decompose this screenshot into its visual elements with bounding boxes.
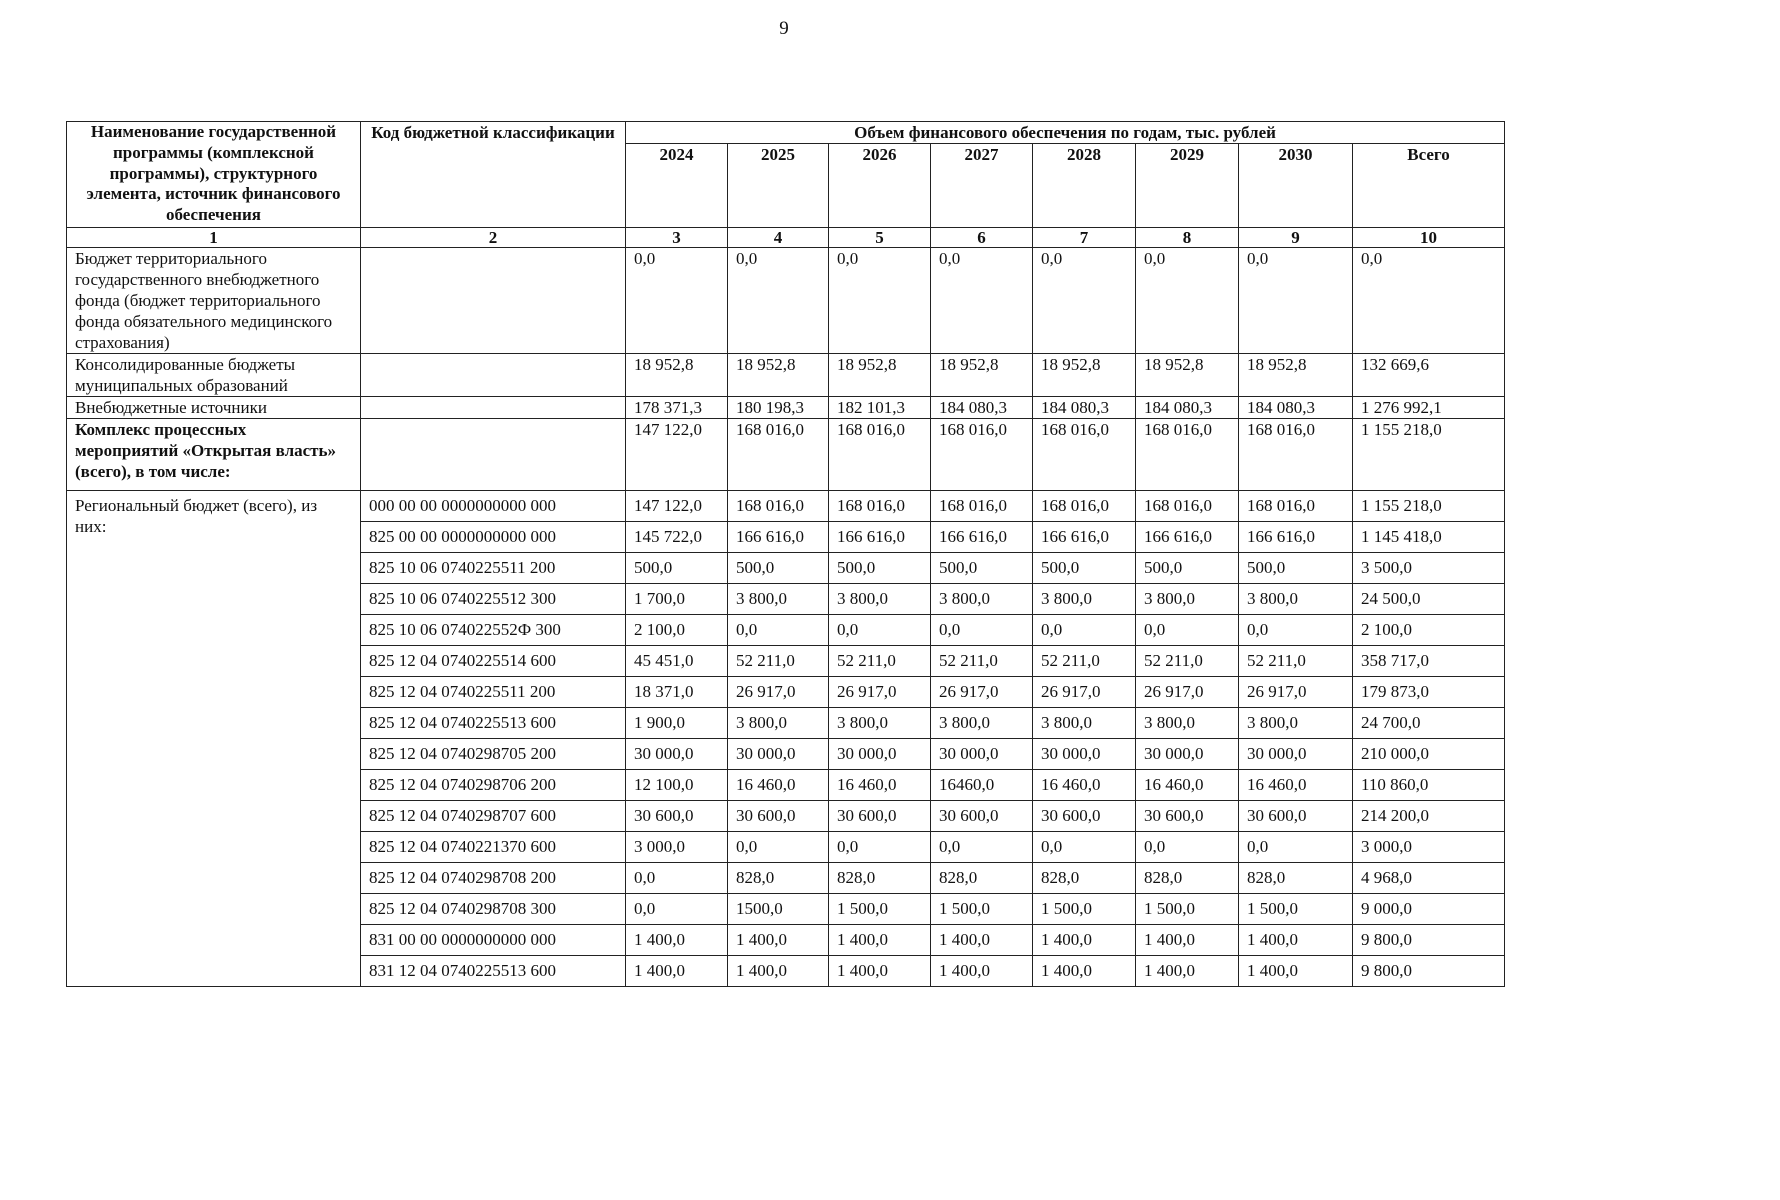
row-value: 3 800,0 [829,584,931,615]
row-value: 358 717,0 [1353,646,1505,677]
row-value: 166 616,0 [931,522,1033,553]
row-value: 110 860,0 [1353,770,1505,801]
row-value: 1 500,0 [1239,894,1353,925]
row-value: 1 500,0 [931,894,1033,925]
row-code: 825 10 06 0740225511 200 [361,553,626,584]
row-value: 18 952,8 [626,354,728,397]
row-value: 828,0 [1033,863,1136,894]
row-value: 166 616,0 [1033,522,1136,553]
row-code: 831 12 04 0740225513 600 [361,956,626,987]
row-value: 45 451,0 [626,646,728,677]
row-value: 3 000,0 [626,832,728,863]
row-value: 26 917,0 [728,677,829,708]
column-number: 10 [1353,228,1505,248]
row-value: 828,0 [728,863,829,894]
row-value: 18 952,8 [728,354,829,397]
row-value: 16 460,0 [1239,770,1353,801]
row-value: 500,0 [626,553,728,584]
row-value: 1 500,0 [1136,894,1239,925]
row-value: 0,0 [1033,832,1136,863]
row-value: 182 101,3 [829,397,931,419]
row-value: 210 000,0 [1353,739,1505,770]
row-name: Консолидированные бюджеты муниципальных образований [67,354,361,397]
row-value: 9 000,0 [1353,894,1505,925]
row-value: 24 700,0 [1353,708,1505,739]
row-value: 52 211,0 [829,646,931,677]
row-value: 168 016,0 [931,491,1033,522]
row-name: Бюджет территориального государственного внебюджетного фонда (бюджет территориального фонда обязательного медицинского страхования) [67,248,361,354]
row-value: 9 800,0 [1353,925,1505,956]
row-value: 1 155 218,0 [1353,419,1505,491]
column-number: 7 [1033,228,1136,248]
row-value: 30 000,0 [829,739,931,770]
row-value: 1 400,0 [1033,925,1136,956]
row-value: 52 211,0 [931,646,1033,677]
row-value: 0,0 [829,248,931,354]
row-value: 2 100,0 [1353,615,1505,646]
page-number: 9 [779,18,789,39]
row-code: 825 10 06 074022552Ф 300 [361,615,626,646]
row-value: 0,0 [1033,248,1136,354]
header-year: 2028 [1033,144,1136,228]
row-value: 9 800,0 [1353,956,1505,987]
row-value: 168 016,0 [1136,491,1239,522]
row-value: 3 500,0 [1353,553,1505,584]
row-value: 145 722,0 [626,522,728,553]
row-value: 52 211,0 [1136,646,1239,677]
column-number: 6 [931,228,1033,248]
row-value: 0,0 [1136,248,1239,354]
row-value: 184 080,3 [1136,397,1239,419]
row-value: 3 800,0 [931,708,1033,739]
row-value: 30 600,0 [931,801,1033,832]
row-value: 30 000,0 [728,739,829,770]
row-value: 0,0 [829,615,931,646]
row-code [361,419,626,491]
row-value: 1 400,0 [1033,956,1136,987]
column-number: 5 [829,228,931,248]
header-year: 2027 [931,144,1033,228]
row-code [361,248,626,354]
table-row [67,248,1505,354]
row-name: Внебюджетные источники [67,397,361,419]
row-value: 500,0 [1136,553,1239,584]
table-row [67,397,1505,419]
header-year: Всего [1353,144,1505,228]
row-value: 0,0 [1136,615,1239,646]
row-code: 831 00 00 0000000000 000 [361,925,626,956]
header-year: 2026 [829,144,931,228]
row-value: 0,0 [931,832,1033,863]
row-value: 0,0 [1136,832,1239,863]
header-year: 2030 [1239,144,1353,228]
row-value: 3 800,0 [1033,584,1136,615]
column-number: 4 [728,228,829,248]
row-value: 30 600,0 [1033,801,1136,832]
column-number: 2 [361,228,626,248]
row-value: 26 917,0 [931,677,1033,708]
row-value: 52 211,0 [1239,646,1353,677]
row-value: 30 600,0 [1136,801,1239,832]
row-value: 3 800,0 [1239,584,1353,615]
row-value: 3 800,0 [1239,708,1353,739]
row-value: 52 211,0 [1033,646,1136,677]
row-value: 0,0 [728,615,829,646]
row-value: 1 900,0 [626,708,728,739]
row-value: 184 080,3 [1033,397,1136,419]
row-value: 3 800,0 [728,708,829,739]
row-value: 16460,0 [931,770,1033,801]
row-value: 1500,0 [728,894,829,925]
row-value: 18 371,0 [626,677,728,708]
regional-budget-label: Региональный бюджет (всего), из них: [67,491,361,987]
row-value: 30 600,0 [626,801,728,832]
row-value: 3 800,0 [829,708,931,739]
row-value: 168 016,0 [1239,419,1353,491]
row-value: 18 952,8 [1033,354,1136,397]
row-value: 166 616,0 [728,522,829,553]
row-value: 178 371,3 [626,397,728,419]
row-code [361,354,626,397]
row-value: 132 669,6 [1353,354,1505,397]
row-value: 1 276 992,1 [1353,397,1505,419]
row-value: 1 400,0 [728,925,829,956]
column-number: 3 [626,228,728,248]
row-value: 16 460,0 [728,770,829,801]
row-value: 0,0 [728,248,829,354]
row-name: Комплекс процессных мероприятий «Открытая власть» (всего), в том числе: [67,419,361,491]
header-year: 2029 [1136,144,1239,228]
row-value: 168 016,0 [728,491,829,522]
row-value: 168 016,0 [829,491,931,522]
row-value: 168 016,0 [1033,419,1136,491]
row-value: 0,0 [626,863,728,894]
row-value: 1 400,0 [1136,956,1239,987]
row-value: 500,0 [931,553,1033,584]
row-value: 30 600,0 [728,801,829,832]
row-value: 500,0 [829,553,931,584]
row-value: 0,0 [1353,248,1505,354]
row-value: 168 016,0 [1239,491,1353,522]
row-value: 184 080,3 [1239,397,1353,419]
row-value: 30 000,0 [1136,739,1239,770]
row-value: 828,0 [829,863,931,894]
row-code [361,397,626,419]
row-value: 18 952,8 [829,354,931,397]
row-value: 0,0 [1239,615,1353,646]
row-code: 825 12 04 0740225513 600 [361,708,626,739]
row-value: 1 400,0 [1239,925,1353,956]
row-value: 26 917,0 [829,677,931,708]
row-value: 1 400,0 [626,925,728,956]
row-value: 1 400,0 [829,956,931,987]
row-value: 1 400,0 [1239,956,1353,987]
financing-table [66,121,1505,987]
column-number: 1 [67,228,361,248]
column-number: 9 [1239,228,1353,248]
row-value: 30 600,0 [829,801,931,832]
row-value: 214 200,0 [1353,801,1505,832]
row-value: 18 952,8 [1136,354,1239,397]
row-value: 0,0 [829,832,931,863]
row-value: 1 155 218,0 [1353,491,1505,522]
row-value: 180 198,3 [728,397,829,419]
row-code: 825 12 04 0740298707 600 [361,801,626,832]
row-value: 3 000,0 [1353,832,1505,863]
row-code: 825 12 04 0740298706 200 [361,770,626,801]
row-value: 30 000,0 [931,739,1033,770]
row-value: 828,0 [1136,863,1239,894]
header-year: 2025 [728,144,829,228]
row-value: 147 122,0 [626,491,728,522]
row-value: 30 600,0 [1239,801,1353,832]
row-value: 1 700,0 [626,584,728,615]
table-row [67,491,1505,522]
header-year: 2024 [626,144,728,228]
row-value: 179 873,0 [1353,677,1505,708]
row-value: 184 080,3 [931,397,1033,419]
row-value: 3 800,0 [1033,708,1136,739]
row-value: 1 400,0 [626,956,728,987]
row-code: 825 12 04 0740298708 300 [361,894,626,925]
row-value: 30 000,0 [1033,739,1136,770]
row-value: 1 400,0 [931,956,1033,987]
row-value: 0,0 [1033,615,1136,646]
row-value: 0,0 [1239,248,1353,354]
row-value: 0,0 [931,615,1033,646]
row-code: 825 12 04 0740298708 200 [361,863,626,894]
row-value: 0,0 [626,248,728,354]
row-value: 12 100,0 [626,770,728,801]
row-value: 1 400,0 [931,925,1033,956]
row-value: 1 400,0 [728,956,829,987]
row-value: 168 016,0 [829,419,931,491]
row-value: 16 460,0 [1136,770,1239,801]
row-value: 24 500,0 [1353,584,1505,615]
row-value: 16 460,0 [1033,770,1136,801]
row-value: 26 917,0 [1033,677,1136,708]
row-value: 1 145 418,0 [1353,522,1505,553]
header-code: Код бюджетной классификации [361,122,626,228]
row-value: 0,0 [626,894,728,925]
column-number: 8 [1136,228,1239,248]
row-value: 828,0 [931,863,1033,894]
row-value: 1 400,0 [829,925,931,956]
row-value: 166 616,0 [1136,522,1239,553]
row-value: 3 800,0 [1136,584,1239,615]
row-value: 30 000,0 [1239,739,1353,770]
row-value: 18 952,8 [1239,354,1353,397]
row-value: 1 500,0 [1033,894,1136,925]
row-code: 825 12 04 0740298705 200 [361,739,626,770]
row-value: 147 122,0 [626,419,728,491]
row-code: 825 12 04 0740225511 200 [361,677,626,708]
row-value: 3 800,0 [728,584,829,615]
row-value: 0,0 [728,832,829,863]
row-code: 825 00 00 0000000000 000 [361,522,626,553]
row-value: 26 917,0 [1136,677,1239,708]
table-row [67,419,1505,491]
row-value: 168 016,0 [1033,491,1136,522]
table-row [67,354,1505,397]
row-value: 1 500,0 [829,894,931,925]
row-code: 825 12 04 0740221370 600 [361,832,626,863]
header-name: Наименование государственной программы (комплексной программы), структурного элемента, источник финансового обеспечения [67,122,361,228]
row-value: 166 616,0 [1239,522,1353,553]
row-value: 30 000,0 [626,739,728,770]
row-value: 0,0 [1239,832,1353,863]
row-value: 166 616,0 [829,522,931,553]
row-value: 168 016,0 [931,419,1033,491]
row-value: 500,0 [1239,553,1353,584]
row-value: 4 968,0 [1353,863,1505,894]
row-value: 3 800,0 [1136,708,1239,739]
row-value: 2 100,0 [626,615,728,646]
row-value: 52 211,0 [728,646,829,677]
row-value: 0,0 [931,248,1033,354]
row-code: 825 10 06 0740225512 300 [361,584,626,615]
row-value: 168 016,0 [728,419,829,491]
row-value: 828,0 [1239,863,1353,894]
row-code: 000 00 00 0000000000 000 [361,491,626,522]
row-value: 168 016,0 [1136,419,1239,491]
row-value: 500,0 [1033,553,1136,584]
row-value: 3 800,0 [931,584,1033,615]
row-value: 1 400,0 [1136,925,1239,956]
row-value: 16 460,0 [829,770,931,801]
row-value: 500,0 [728,553,829,584]
row-value: 26 917,0 [1239,677,1353,708]
row-code: 825 12 04 0740225514 600 [361,646,626,677]
row-value: 18 952,8 [931,354,1033,397]
header-volume: Объем финансового обеспечения по годам, тыс. рублей [626,122,1505,144]
